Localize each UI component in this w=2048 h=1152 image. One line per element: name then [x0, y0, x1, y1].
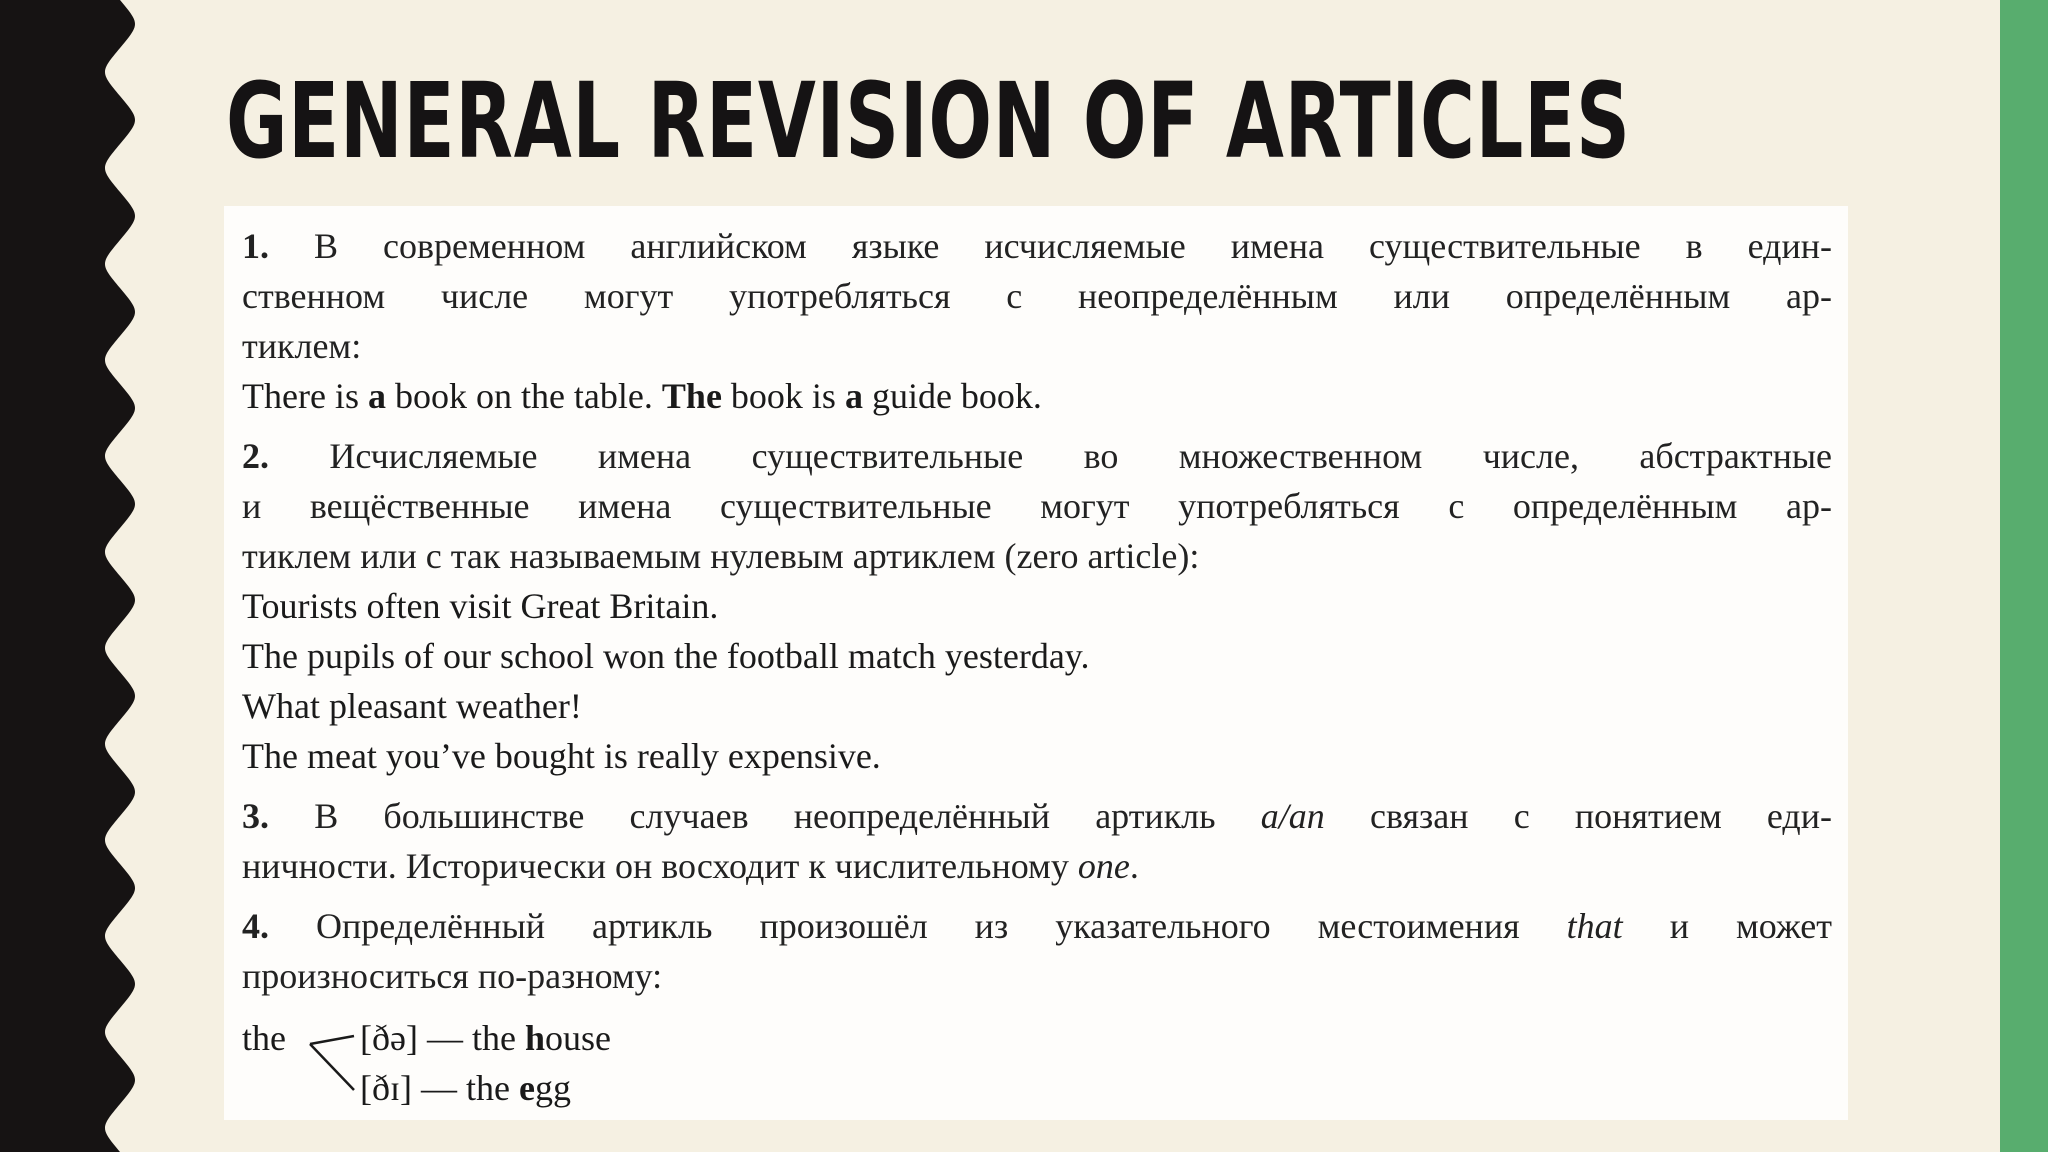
rule-2-line-1	[242, 436, 1832, 476]
wave-shape	[0, 0, 135, 1152]
italic-term: a/an	[1260, 796, 1325, 836]
rule-1-line-2: ственном числе могут употребляться с неопределённым или определённым ар-	[242, 276, 1832, 316]
rule-3-line-1	[242, 796, 1832, 836]
pronunciation-row-1	[360, 1018, 611, 1058]
rule-1-example	[242, 376, 1832, 416]
content-panel	[224, 206, 1848, 1120]
italic-term: that	[1566, 906, 1623, 946]
wavy-edge-decoration	[0, 0, 150, 1152]
rule-number: 2.	[242, 436, 269, 476]
pronunciation-diagram	[242, 1014, 842, 1114]
rule-text: связан с понятием еди-	[1324, 796, 1832, 836]
rule-4-line-2: произноситься по-разному:	[242, 956, 663, 996]
pronunciation-row-2	[360, 1068, 571, 1108]
rule-1-line-3: тиклем:	[242, 326, 362, 366]
example-text: There is	[242, 376, 368, 416]
ipa-text: [ðɪ] — the	[360, 1068, 519, 1108]
rule-number: 3.	[242, 796, 269, 836]
slide-title: GENERAL REVISION OF ARTICLES	[226, 60, 1631, 182]
rule-2-example-4: The meat you’ve bought is really expensive.	[242, 736, 881, 776]
rule-4-line-1	[242, 906, 1832, 946]
rule-1-line-1	[242, 226, 1832, 266]
rule-number: 1.	[242, 226, 269, 266]
rule-2-line-2: и вещёственные имена существительные могут употребляться с определённым ар-	[242, 486, 1832, 526]
word-rest: gg	[534, 1068, 571, 1108]
rule-text: Определённый артикль произошёл из указательного местоимения	[316, 906, 1567, 946]
rule-2-example-1: Tourists often visit Great Britain.	[242, 586, 719, 626]
rule-number: 4.	[242, 906, 269, 946]
rule-text: В большинстве случаев неопределённый артикль	[314, 796, 1261, 836]
italic-term: one	[1077, 846, 1130, 886]
ipa-text: [ðə] — the	[360, 1018, 525, 1058]
example-text: book on the table.	[385, 376, 662, 416]
rule-3-line-2	[242, 846, 1832, 886]
article-highlight: The	[661, 376, 722, 416]
diagram-word: the	[242, 1018, 286, 1058]
rule-2-example-3: What pleasant weather!	[242, 686, 582, 726]
branch-lines-icon	[306, 1014, 356, 1114]
rule-text: ничности. Исторически он восходит к числительному	[242, 846, 1078, 886]
accent-bar	[2000, 0, 2048, 1152]
rule-text: и может	[1622, 906, 1832, 946]
word-rest: ouse	[544, 1018, 611, 1058]
rule-text: Исчисляемые имена существительные во множественном числе, абстрактные	[329, 436, 1832, 476]
rule-text: .	[1129, 846, 1139, 886]
example-text: book is	[721, 376, 845, 416]
rule-2-line-3: тиклем или с так называемым нулевым артиклем (zero article):	[242, 536, 1200, 576]
sound-highlight: e	[518, 1068, 535, 1108]
example-text: guide book.	[862, 376, 1042, 416]
sound-highlight: h	[524, 1018, 545, 1058]
rule-text: В современном английском языке исчисляемые имена существительные в един-	[314, 226, 1833, 266]
article-highlight: a	[367, 376, 386, 416]
article-highlight: a	[844, 376, 863, 416]
rule-2-example-2: The pupils of our school won the football match yesterday.	[242, 636, 1090, 676]
